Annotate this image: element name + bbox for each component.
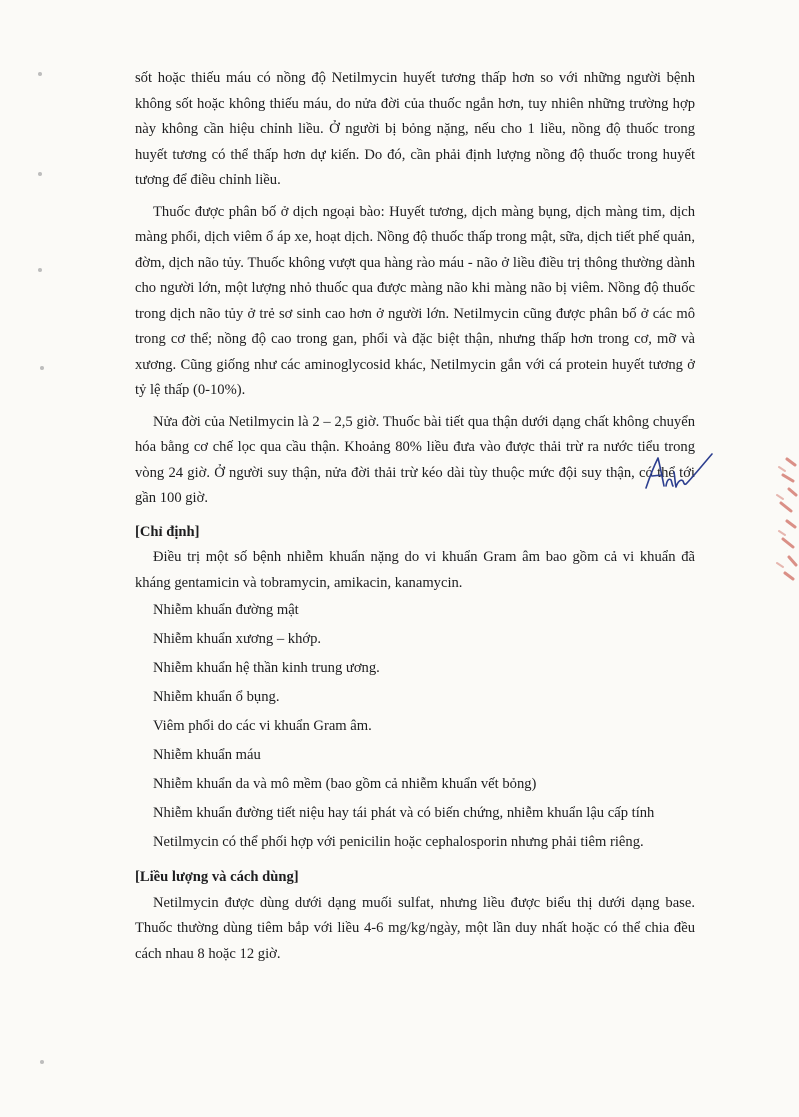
scan-mark xyxy=(38,172,42,176)
document-body xyxy=(135,66,695,967)
section-heading-dosage: [Liều lượng và cách dùng] xyxy=(135,869,299,885)
stamp-edge xyxy=(765,455,799,585)
list-item: Nhiễm khuẩn da và mô mềm (bao gồm cả nhiễm khuẩn vết bỏng) xyxy=(153,776,537,792)
list-item: Nhiễm khuẩn xương – khớp. xyxy=(153,631,322,647)
list-item: Nhiễm khuẩn ổ bụng. xyxy=(153,689,280,705)
list-item: Nhiễm khuẩn đường tiết niệu hay tái phát và có biến chứng, nhiễm khuẩn lậu cấp tính xyxy=(153,805,655,821)
scan-mark xyxy=(38,268,42,272)
scan-mark xyxy=(40,1060,44,1064)
body-paragraph: sốt hoặc thiếu máu có nồng độ Netilmycin huyết tương thấp hơn so với những người bệnh không sốt hoặc không thiếu máu, do nửa đời của thuốc ngắn hơn, tuy nhiên những trường hợp này không cần hiệu chỉnh liều. Ở người bị bỏng nặng, nếu cho 1 liều, nồng độ thuốc trong huyết tương có thể thấp hơn dự kiến. Do đó, cần phải định lượng nồng độ thuốc trong huyết tương để điều chỉnh liều. xyxy=(135,70,695,188)
indications-intro: Điều trị một số bệnh nhiễm khuẩn nặng do vi khuẩn Gram âm bao gồm cả vi khuẩn đã kháng gentamicin và tobramycin, amikacin, kanamycin. xyxy=(135,549,695,591)
dosage-paragraph: Netilmycin được dùng dưới dạng muối sulfat, nhưng liều được biểu thị dưới dạng base. Thuốc thường dùng tiêm bắp với liều 4-6 mg/kg/ngày, một lần duy nhất hoặc có thể chia đều cách nhau 8 hoặc 12 giờ. xyxy=(135,894,695,962)
list-item: Nhiễm khuẩn máu xyxy=(153,747,261,763)
list-item: Netilmycin có thể phối hợp với penicilin hoặc cephalosporin nhưng phải tiêm riêng. xyxy=(153,834,644,850)
body-paragraph: Thuốc được phân bố ở dịch ngoại bào: Huyết tương, dịch màng bụng, dịch màng tim, dịch màng phổi, dịch viêm ổ áp xe, hoạt dịch. Nồng độ thuốc thấp trong mật, sữa, dịch tiết phế quản, đờm, dịch não tủy. Thuốc không vượt qua hàng rào máu - não ở liều điều trị thông thường dành cho người lớn, một lượng nhỏ thuốc qua được màng não khi màng não bị viêm. Nồng độ thuốc trong dịch não tủy ở trẻ sơ sinh cao hơn ở người lớn. Netilmycin cũng được phân bố ở các mô trong cơ thể; nồng độ cao trong gan, phổi và đặc biệt thận, nhưng thấp hơn trong cơ, mỡ và xương. Cũng giống như các aminoglycosid khác, Netilmycin gắn với cá protein huyết tương ở tỷ lệ thấp (0-10%). xyxy=(135,203,695,398)
indications-list xyxy=(135,596,695,857)
list-item: Nhiễm khuẩn hệ thần kinh trung ương. xyxy=(153,660,380,676)
body-paragraph: Nửa đời của Netilmycin là 2 – 2,5 giờ. Thuốc bài tiết qua thận dưới dạng chất không chuyển hóa bằng cơ chế lọc qua cầu thận. Khoảng 80% liều đưa vào được thải trừ ra nước tiểu trong vòng 24 giờ. Ở người suy thận, nửa đời thải trừ kéo dài tùy thuộc mức đội suy thận, có thể tới gần 100 giờ. xyxy=(135,413,695,506)
scan-mark xyxy=(40,366,44,370)
handwritten-signature xyxy=(640,448,720,496)
list-item: Viêm phổi do các vi khuẩn Gram âm. xyxy=(153,718,372,734)
list-item: Nhiễm khuẩn đường mật xyxy=(153,602,299,618)
section-heading-indications: [Chỉ định] xyxy=(135,523,200,540)
scan-mark xyxy=(38,72,42,76)
